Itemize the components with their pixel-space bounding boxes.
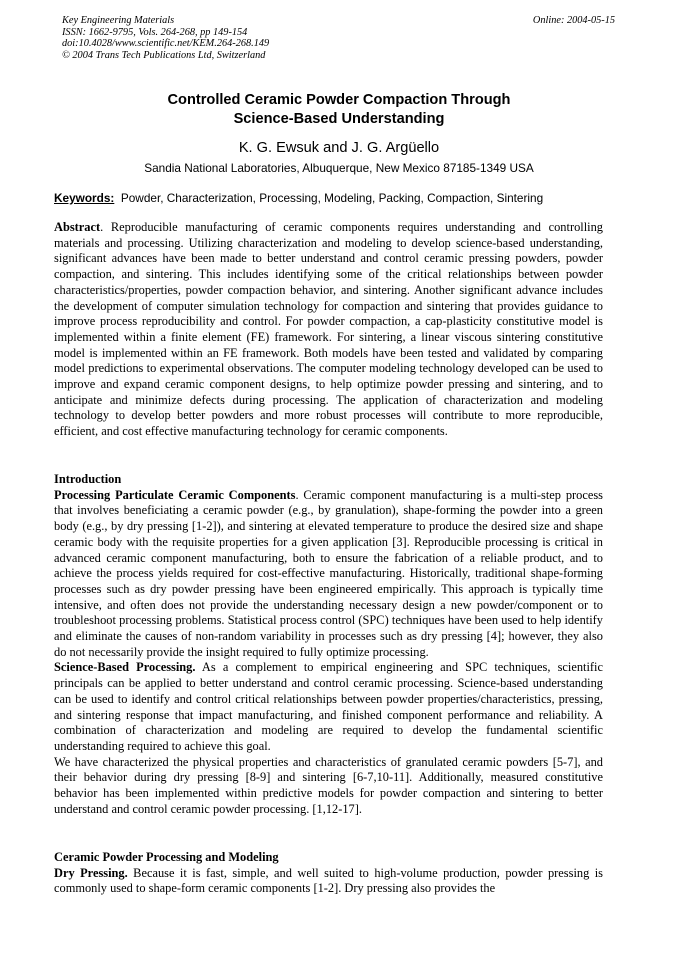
title-line-2: Science-Based Understanding [233,110,445,127]
online-date: Online: 2004-05-15 [532,15,615,26]
affiliation: Sandia National Laboratories, Albuquerque, New Mexico 87185-1349 USA [144,161,534,175]
copyright-line: © 2004 Trans Tech Publications Ltd, Switzerland [62,49,266,61]
paper-title [0,91,678,128]
abstract-text: . Reproducible manufacturing of ceramic components requires understanding and controlling materials and processing. Utilizing characterization and modeling to develop science-based understanding, significant advances have been made to better understand and control ceramic pressing powders, powder compaction, and sintering. This includes identifying some of the critical relationships between powder characteristics/properties, powder compaction behavior, and sintering. Another significant advance includes the development of computer simulation technology for compaction and sintering that provides guidance to improve process reproducibility and control. For powder compaction, a cap-plasticity constitutive model is implemented within a finite element (FE) framework. For sintering, a linear viscous sintering constitutive model is implemented within an FE framework. Both models have been tested and validated by comparing model predictions to experimental observations. The computer modeling technology developed can be used to improve and expand ceramic component designs, to help optimize powder pressing and sintering, and to anticipate and minimize defects during processing. The application of characterization and modeling technology to develop better powders and more robust processes will contribute to more reproducible, efficient, and cost effective manufacturing technology for ceramic components. [54,220,603,439]
abstract-section [54,220,603,440]
dry-pressing-text: Because it is fast, simple, and well suited to high-volume production, powder pressing is commonly used to shape-form ceramic components [1-2]. Dry pressing also provides the [54,865,603,896]
intro-paragraph-1 [54,488,603,661]
journal-info [62,15,269,61]
issn-line: ISSN: 1662-9795, Vols. 264-268, pp 149-154 [62,26,248,38]
introduction-heading: Introduction [54,472,122,486]
intro-paragraph-2 [54,660,603,754]
intro-p1-text: . Ceramic component manufacturing is a multi-step process that involves beneficiating a ceramic powder (e.g., by granulation), shape-forming the powder into a green body (e.g., by dry pressing [1-2]), and sintering at elevated temperature to produce the desired size and shape ceramic body with the requisite properties for a given application [3]. Reproducible processing is critical in advanced ceramic component manufacturing, both to ensure the fabrication of a reliable product, and to achieve the process yields required for cost-effective manufacturing. Historically, traditional shape-forming processes such as dry powder pressing have been engineered empirically. This approach is typically time intensive, and often does not provide the understanding necessary design a new powder/component or to troubleshoot processing problems. Statistical process control (SPC) techniques have been used to help identify and eliminate the causes of non-random variability in processes such as dry pressing [4]; however, they also do not necessarily provide the insight required to fully optimize processing. [54,487,603,659]
intro-p2-label: Science-Based Processing. [54,660,196,675]
keywords-label: Keywords: [54,191,115,205]
title-line-1: Controlled Ceramic Powder Compaction Through [167,92,511,108]
keywords-list: Powder, Characterization, Processing, Modeling, Packing, Compaction, Sintering [120,191,544,205]
doi-line: doi:10.4028/www.scientific.net/KEM.264-268.149 [62,38,270,50]
intro-p1-label: Processing Particulate Ceramic Components [54,487,296,502]
ceramic-processing-section [54,850,603,897]
introduction-section [54,472,603,817]
keywords-line [54,191,543,205]
intro-p2-text: As a complement to empirical engineering and SPC techniques, scientific principals can be applied to better understand and control ceramic processing. Science-based understanding can be used to identify and control critical relationships between powder properties/characteristics, pressing, and sintering response that impact manufacturing, and finished component performance and reliability. A combination of characterization and modeling are required to develop the fundamental scientific understanding required to achieve this goal. [54,660,603,753]
authors: K. G. Ewsuk and J. G. Argüello [238,140,440,156]
journal-name: Key Engineering Materials [62,15,175,26]
abstract-paragraph [54,220,603,440]
intro-paragraph-3: We have characterized the physical properties and characteristics of granulated ceramic powders [5-7], and their behavior during dry pressing [8-9] and sintering [6-7,10-11]. Additionally, measured constitutive behavior has been implemented within predictive models for powder compaction and sintering to better understand and control ceramic powder processing. [1,12-17]. [54,754,603,816]
abstract-label: Abstract [54,220,101,234]
dry-pressing-paragraph [54,866,603,897]
dry-pressing-label: Dry Pressing. [54,865,128,880]
ceramic-processing-heading: Ceramic Powder Processing and Modeling [54,850,279,864]
